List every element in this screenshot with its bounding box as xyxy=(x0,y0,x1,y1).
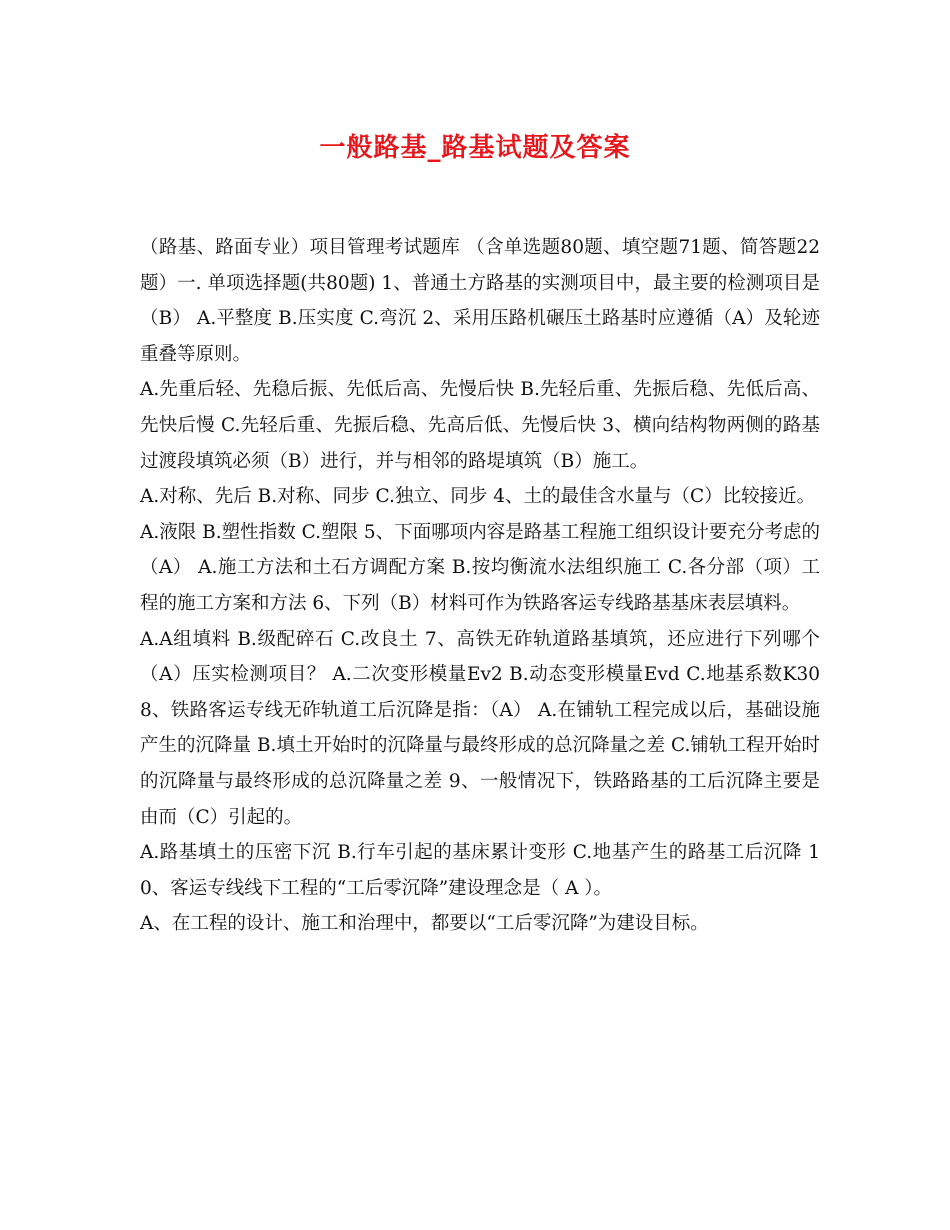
paragraph-2: A.先重后轻、先稳后振、先低后高、先慢后快 B.先轻后重、先振后稳、先低后高、先快后慢 C.先轻后重、先振后稳、先高后低、先慢后快 3、横向结构物两侧的路基过渡段填筑必须（B）进行，并与相邻的路堤填筑（B）施工。 xyxy=(140,379,820,472)
paragraph-5: A.A组填料 B.级配碎石 C.改良土 7、高铁无砟轨道路基填筑，还应进行下列哪个（A）压实检测项目？ A.二次变形模量Ev2 B.动态变形模量Evd C.地基系数K30 8、铁路客运专线无砟轨道工后沉降是指：（A） A.在铺轨工程完成以后，基础设施产生的沉降量 B.填土开始时的沉降量与最终形成的总沉降量之差 C.铺轨工程开始时的沉降量与最终形成的总沉降量之差 9、一般情况下，铁路路基的工后沉降主要是由而（C）引起的。 xyxy=(140,628,820,828)
paragraph-3: A.对称、先后 B.对称、同步 C.独立、同步 4、土的最佳含水量与（C）比较接近。 xyxy=(140,486,816,508)
paragraph-6: A.路基填土的压密下沉 B.行车引起的基床累计变形 C.地基产生的路基工后沉降 10、客运专线线下工程的“工后零沉降”建设理念是（ A ）。 xyxy=(140,842,820,899)
paragraph-7: A、在工程的设计、施工和治理中，都要以“工后零沉降”为建设目标。 xyxy=(140,913,709,935)
paragraph-1: （路基、路面专业）项目管理考试题库 （含单选题80题、填空题71题、简答题22题）一. 单项选择题(共80题) 1、普通土方路基的实测项目中，最主要的检测项目是（B） A.平整度 B.压实度 C.弯沉 2、采用压路机碾压土路基时应遵循（A）及轮迹重叠等原则。 xyxy=(140,237,820,365)
document-body xyxy=(140,230,820,942)
paragraph-4: A.液限 B.塑性指数 C.塑限 5、下面哪项内容是路基工程施工组织设计要充分考虑的（A） A.施工方法和土石方调配方案 B.按均衡流水法组织施工 C.各分部（项）工程的施工方案和方法 6、下列（B）材料可作为铁路客运专线路基基床表层填料。 xyxy=(140,521,820,614)
document-title: 一般路基_路基试题及答案 xyxy=(319,133,631,163)
